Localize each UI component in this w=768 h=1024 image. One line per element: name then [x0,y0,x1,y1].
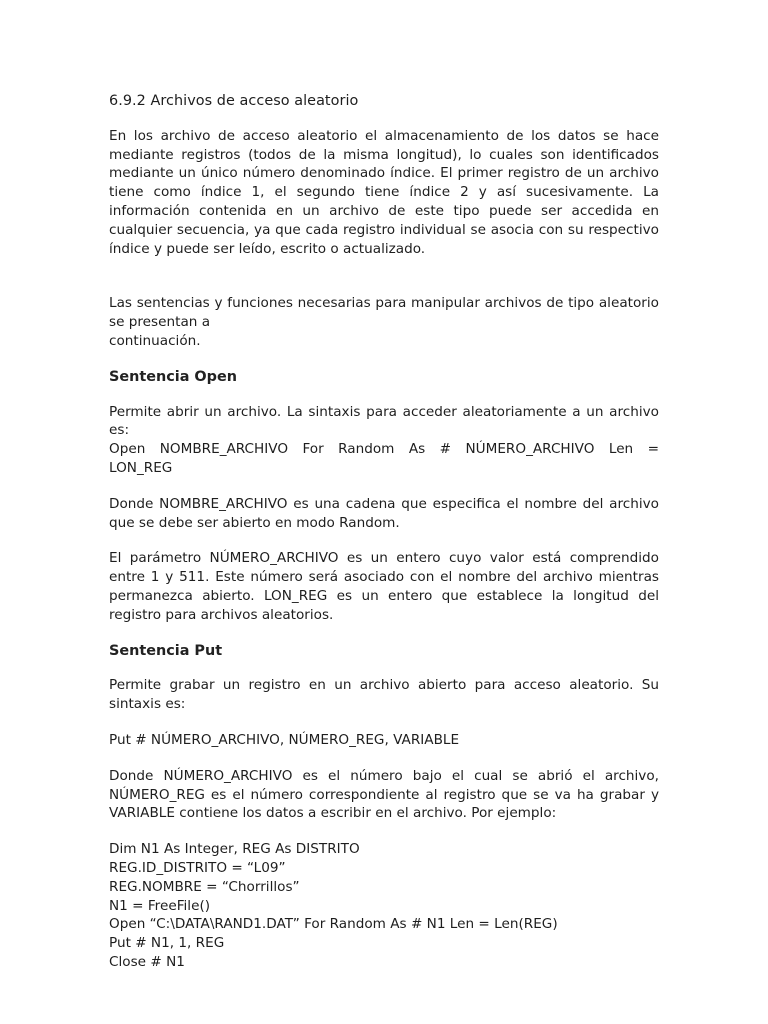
open-section-title: Sentencia Open [109,368,237,385]
text-line: continuación. [109,332,201,349]
open-parameter-paragraph [109,549,659,624]
text-line: sintaxis es: [109,696,186,713]
text-line: Permite grabar un registro en un archivo abierto para acceso aleatorio. Su [109,677,659,694]
text-line: Donde NOMBRE_ARCHIVO es una cadena que especifica el nombre del archivo [109,495,659,512]
text-line: El parámetro NÚMERO_ARCHIVO es un entero cuyo valor está comprendido [109,550,659,567]
text-line: LON_REG [109,459,173,476]
text-line: En los archivo de acceso aleatorio el almacenamiento de los datos se hace [109,127,659,144]
text-line: es: [109,422,130,439]
text-line: Las sentencias y funciones necesarias para manipular archivos de tipo aleatorio [109,295,659,312]
text-line: índice y puede ser leído, escrito o actualizado. [109,240,426,257]
text-line: cualquier secuencia, ya que cada registro individual se asocia con su respectivo [109,221,659,238]
text-line: que se debe ser abierto en modo Random. [109,514,400,531]
document-page [109,92,659,972]
sentences-paragraph [109,294,659,350]
text-line: Permite abrir un archivo. La sintaxis para acceder aleatoriamente a un archivo [109,403,659,420]
text-line: NÚMERO_REG es el número correspondiente al registro que se va ha grabar y [109,786,659,803]
text-line: tiene como índice 1, el segundo tiene índice 2 y así sucesivamente. La [109,184,659,201]
code-line: Open “C:\DATA\RAND1.DAT” For Random As # N1 Len = Len(REG) [109,916,558,933]
code-line: Close # N1 [109,953,185,970]
text-line: información contenida en un archivo de este tipo puede ser accedida en [109,202,659,219]
text-line: VARIABLE contiene los datos a escribir en el archivo. Por ejemplo: [109,805,557,822]
code-line: N1 = FreeFile() [109,897,211,914]
put-section-title: Sentencia Put [109,642,223,659]
text-line: permanezca abierto. LON_REG es un entero que establece la longitud del [109,587,659,604]
text-line: Donde NÚMERO_ARCHIVO es el número bajo el cual se abrió el archivo, [109,767,659,784]
text-line: mediante registros (todos de la misma longitud), lo cuales son identificados [109,146,659,163]
code-example [109,840,659,972]
text-line: se presentan a [109,314,211,331]
text-line: registro para archivos aleatorios. [109,606,334,623]
text-line: Open NOMBRE_ARCHIVO For Random As # NÚMERO_ARCHIVO Len = [109,441,659,458]
put-intro-paragraph [109,676,659,714]
code-line: Dim N1 As Integer, REG As DISTRITO [109,841,360,858]
code-line: REG.NOMBRE = “Chorrillos” [109,878,300,895]
code-line: REG.ID_DISTRITO = “L09” [109,859,286,876]
open-syntax-paragraph [109,403,659,478]
text-line: entre 1 y 511. Este número será asociado con el nombre del archivo mientras [109,569,659,586]
section-title: 6.9.2 Archivos de acceso aleatorio [109,93,359,109]
put-syntax-line: Put # NÚMERO_ARCHIVO, NÚMERO_REG, VARIABLE [109,731,460,748]
put-description-paragraph [109,767,659,823]
text-line: mediante un único número denominado índice. El primer registro de un archivo [109,165,659,182]
code-line: Put # N1, 1, REG [109,935,225,952]
intro-paragraph [109,127,659,259]
open-description-paragraph [109,495,659,533]
